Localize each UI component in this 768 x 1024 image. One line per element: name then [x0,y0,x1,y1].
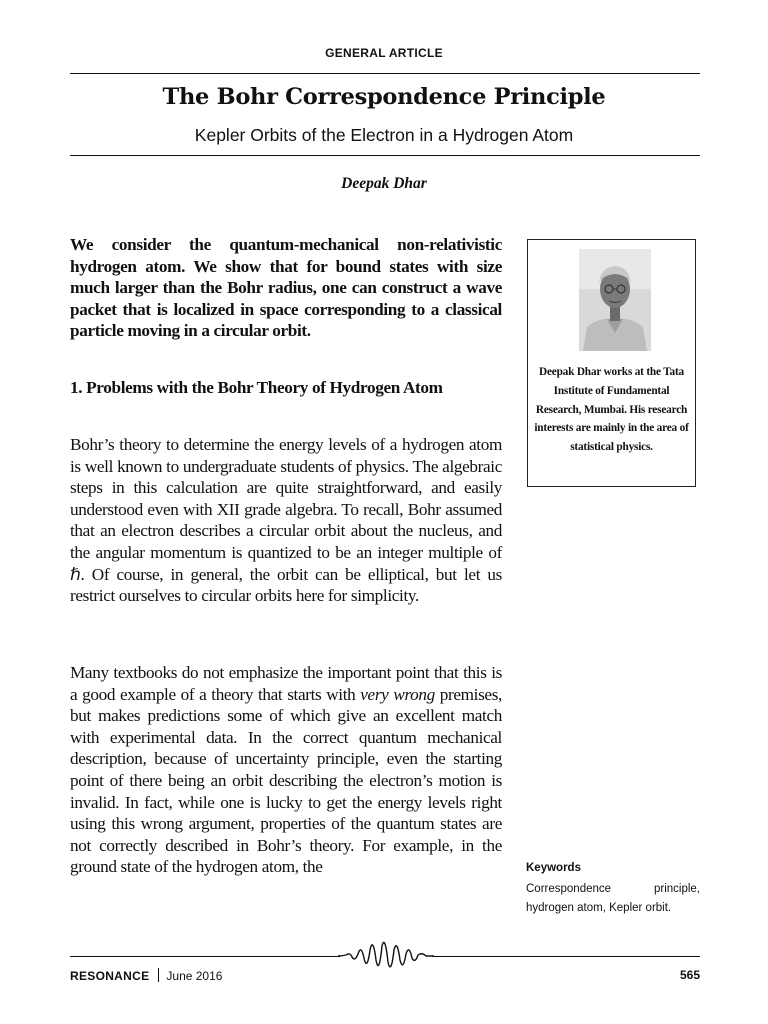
journal-name: RESONANCE [70,969,150,983]
emphasis-text: very wrong [360,684,435,704]
section-heading [70,377,502,399]
paragraph-text-start: Many textbooks do not emphasize the important point that this is a good example of a theory that starts with [70,663,502,704]
body-paragraph-1 [70,434,502,607]
section-label: GENERAL ARTICLE [325,46,443,60]
footer-separator [158,968,159,982]
abstract [70,234,502,342]
body-paragraph-2 [70,662,502,878]
article-title: The Bohr Correspondence Principle [162,84,606,110]
header-rule-top [70,73,700,74]
author-name: Deepak Dhar [341,175,427,192]
header-rule-bottom [70,155,700,156]
footer-rule-right [432,956,700,957]
paragraph-text [70,662,502,878]
author-bio-caption: Deepak Dhar works at the Tata Institute of Fundamental Research, Mumbai. His research interests are mainly in the area of statistical physics. [534,366,689,454]
paragraph-text: Bohr’s theory to determine the energy levels of a hydrogen atom is well known to undergraduate students of physics. The algebraic steps in this calculation are quite straightforward, and easily understood even with XII grade algebra. To recall, Bohr assumed that an electron describes a circular orbit about the nucleus, and the angular momentum is quantized to be an integer multiple of ℏ. Of course, in general, the orbit can be elliptical, but let us restrict ourselves to circular orbits here for simplicity. [70,435,502,606]
article-subtitle: Kepler Orbits of the Electron in a Hydrogen Atom [194,125,574,145]
author-photo [579,249,651,351]
section-heading-text: 1. Problems with the Bohr Theory of Hydrogen Atom [70,378,443,397]
footer-rule-left [70,956,340,957]
footer-journal [70,968,222,983]
keywords-text: Correspondence principle, hydrogen atom, Kepler orbit. [526,883,700,914]
author-portrait-icon [579,249,651,351]
wave-packet-icon [338,936,434,976]
abstract-text: We consider the quantum-mechanical non-relativistic hydrogen atom. We show that for bound states with size much larger than the Bohr radius, one can construct a wave packet that is localized in space corresponding to a classical particle moving in a circular orbit. [70,235,502,341]
page-number: 565 [679,968,700,982]
issue-date: June 2016 [166,969,223,983]
keywords-title: Keywords [526,862,581,874]
paragraph-text-end: premises, but makes predictions some of which give an excellent match with experimental data. In the correct quantum mechanical description, because of uncertainty principle, even the starting point of there being an orbit describing the electron’s motion is invalid. In fact, while one is lucky to get the energy levels right using this wrong argument, properties of the quantum states are not correctly described in Bohr’s theory. For example, in the ground state of the hydrogen atom, the [70,684,502,877]
